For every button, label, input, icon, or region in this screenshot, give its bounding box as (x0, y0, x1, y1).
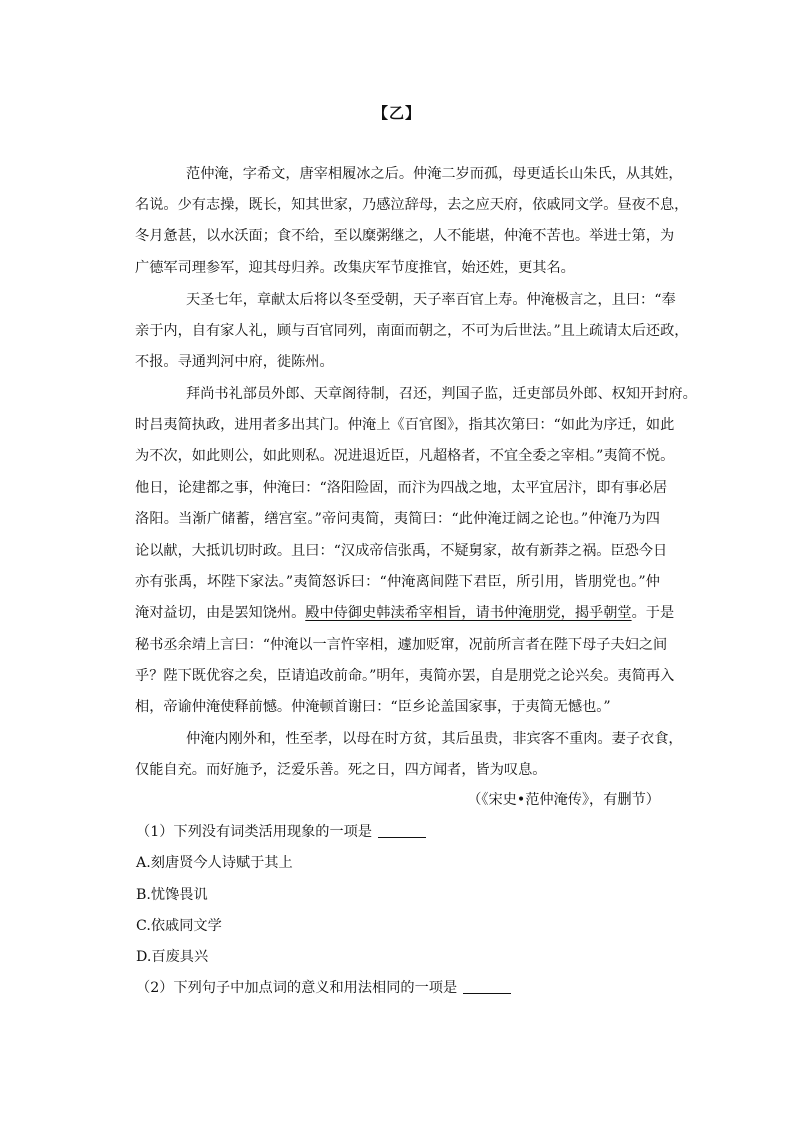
underlined-sentence: 殿中侍御史韩渎希宰相旨，请书仲淹朋党，揭乎朝堂 (305, 605, 632, 621)
option-d[interactable]: D.百废具兴 (136, 949, 209, 965)
section-heading: 【乙】 (372, 104, 421, 122)
passage-line: 不报。寻通判河中府，徙陈州。 (135, 354, 334, 370)
line-text: 淹对益切，由是罢知饶州。 (135, 605, 306, 621)
passage-line: 名说。少有志操，既长，知其世家，乃感泣辞母，去之应天府，依戚同文学。昼夜不息， (135, 197, 689, 213)
answer-blank[interactable] (378, 823, 426, 838)
passage-line: 洛阳。当渐广储蓄，缮宫室。”帝问夷简，夷简曰：“此仲淹迂阔之论也。”仲淹乃为四 (135, 511, 660, 527)
passage-line: 乎？陛下既优容之矣，臣请追改前命。”明年，夷简亦罢，自是朋党之论兴矣。夷简再入 (135, 668, 675, 684)
passage-line: 天圣七年，章献太后将以冬至受朝，天子率百官上寿。仲淹极言之，且曰：“奉 (186, 292, 676, 308)
passage-line: 时吕夷简执政，进用者多出其门。仲淹上《百官图》，指其次第曰：“如此为序迁，如此 (135, 417, 675, 433)
passage-line: 拜尚书礼部员外郎、天章阁待制，召还，判国子监，迁吏部员外郎、权知开封府。 (186, 386, 697, 402)
passage-line: 亦有张禹，坏陛下家法。”夷简怒诉曰：“仲淹离间陛下君臣，所引用，皆朋党也。”仲 (135, 574, 660, 590)
option-c[interactable]: C.依戚同文学 (136, 918, 222, 934)
option-b[interactable]: B.忧馋畏讥 (136, 887, 208, 903)
passage-line: 论以献，大抵讥切时政。且曰：“汉成帝信张禹，不疑舅家，故有新莽之祸。臣恐今日 (135, 543, 668, 559)
passage-line: 相，帝谕仲淹使释前憾。仲淹顿首谢曰：“臣乡论盖国家事，于夷简无憾也。” (135, 699, 611, 715)
passage-line: 秘书丞余靖上言曰：“仲淹以一言忤宰相，遽加贬窜，况前所言者在陛下母子夫妇之间 (135, 637, 668, 653)
question-1-prompt: （1）下列没有词类活用现象的一项是 (136, 824, 373, 840)
passage-line: 仅能自充。而好施予，泛爱乐善。死之日，四方闻者，皆为叹息。 (135, 762, 547, 778)
passage-line: 仲淹内刚外和，性至孝，以母在时方贫，其后虽贵，非宾客不重肉。妻子衣食， (186, 731, 683, 747)
passage-line-with-underline (135, 603, 675, 623)
question-2-prompt: （2）下列句子中加点词的意义和用法相同的一项是 (136, 980, 458, 996)
passage-line: 冬月惫甚，以水沃面；食不给，至以糜粥继之，人不能堪，仲淹不苦也。举进士第，为 (135, 228, 675, 244)
passage-line: 范仲淹，字希文，唐宰相履冰之后。仲淹二岁而孤，母更适长山朱氏，从其姓， (186, 166, 683, 182)
line-text: 。于是 (631, 605, 675, 621)
source-citation: （《宋史•范仲淹传》，有删节） (467, 792, 660, 808)
question-2 (136, 977, 511, 997)
passage-line: 广德军司理参军，迎其母归养。改集庆军节度推官，始还姓，更其名。 (135, 260, 575, 276)
answer-blank[interactable] (463, 979, 511, 994)
passage-line: 他日，论建都之事，仲淹曰：“洛阳险固，而汴为四战之地，太平宜居汴，即有事必居 (135, 480, 668, 496)
option-a[interactable]: A.刻唐贤今人诗赋于其上 (136, 855, 293, 871)
question-1 (136, 821, 426, 841)
passage-line: 亲于内，自有家人礼，顾与百官同列，南面而朝之，不可为后世法。”且上疏请太后还政， (135, 323, 689, 339)
passage-line: 为不次，如此则公，如此则私。况进退近臣，凡超格者，不宜全委之宰相。”夷简不悦。 (135, 448, 675, 464)
